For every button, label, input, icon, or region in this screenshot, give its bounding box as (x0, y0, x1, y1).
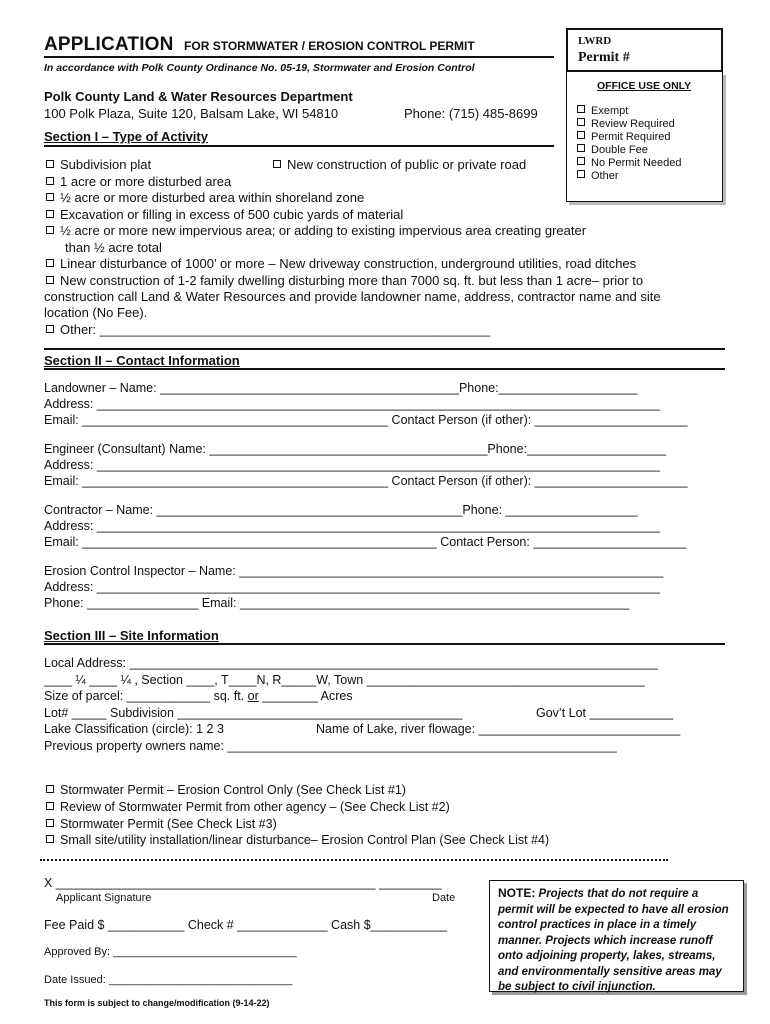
parcel-size-field[interactable]: Size of parcel: ____________ sq. ft. or ________ Acres (44, 689, 353, 703)
section-divider (44, 348, 725, 350)
checkbox-icon (577, 144, 585, 152)
checkbox-icon (577, 170, 585, 178)
checkbox-icon (577, 105, 585, 113)
section-3-heading: Section III – Site Information (44, 628, 219, 643)
checkbox-icon (273, 160, 281, 168)
office-use-box (566, 72, 723, 202)
title-subtitle: FOR STORMWATER / EROSION CONTROL PERMIT (184, 39, 475, 53)
checkbox-icon (46, 276, 54, 284)
option-public-road[interactable]: New construction of public or private road (273, 157, 526, 172)
landowner-address-field[interactable]: Address: _________________________________________________________________________________ (44, 397, 660, 411)
office-use-no-permit[interactable]: No Permit Needed (577, 157, 682, 169)
govt-lot-field[interactable]: Gov’t Lot ____________ (536, 706, 673, 720)
option-shoreland[interactable]: ½ acre or more disturbed area within shoreland zone (46, 190, 364, 205)
permit-option-2[interactable]: Review of Stormwater Permit from other agency – (See Check List #2) (46, 800, 450, 814)
section-1-rule (44, 145, 554, 147)
checkbox-icon (46, 177, 54, 185)
checkbox-icon (46, 819, 54, 827)
checkbox-icon (46, 835, 54, 843)
department-address: 100 Polk Plaza, Suite 120, Balsam Lake, WI 54810 (44, 106, 339, 121)
section-1-heading: Section I – Type of Activity (44, 129, 208, 144)
contractor-name-field[interactable]: Contractor – Name: ____________________________________________Phone: ___________________ (44, 503, 638, 517)
option-linear[interactable]: Linear disturbance of 1000’ or more – New driveway construction, underground utilities, road ditches (46, 256, 636, 271)
engineer-address-field[interactable]: Address: _________________________________________________________________________________ (44, 458, 660, 472)
checkbox-icon (46, 785, 54, 793)
option-subdivision-plat[interactable]: Subdivision plat (46, 157, 151, 172)
lake-classification-field[interactable]: Lake Classification (circle): 1 2 3 (44, 722, 224, 736)
office-use-exempt[interactable]: Exempt (577, 105, 628, 117)
form-revision-footer: This form is subject to change/modification (9-14-22) (44, 998, 270, 1008)
date-issued-field[interactable]: Date Issued: ______________________________ (44, 974, 293, 986)
previous-owner-field[interactable]: Previous property owners name: ________________________________________________________ (44, 739, 617, 753)
checkbox-icon (46, 160, 54, 168)
note-body: Projects that do not require a permit will be expected to have all erosion control practices in place in a timely manner. Projects which increase runoff onto adjoining property, lakes, streams, and environmentally sensitive areas may be subject to civil injunction. (498, 888, 729, 993)
inspector-name-field[interactable]: Erosion Control Inspector – Name: _____________________________________________________________ (44, 564, 664, 578)
checkbox-icon (46, 226, 54, 234)
checkbox-icon (46, 802, 54, 810)
title-rule (44, 56, 554, 58)
checkbox-icon (46, 325, 54, 333)
checkbox-icon (46, 210, 54, 218)
contractor-email-field[interactable]: Email: ___________________________________________________ Contact Person: ______________________ (44, 535, 687, 549)
option-impervious[interactable]: ½ acre or more new impervious area; or adding to existing impervious area creating greater (46, 223, 586, 238)
landowner-name-field[interactable]: Landowner – Name: ___________________________________________Phone:____________________ (44, 381, 638, 395)
engineer-name-field[interactable]: Engineer (Consultant) Name: ________________________________________Phone:____________________ (44, 442, 667, 456)
checkbox-icon (577, 131, 585, 139)
engineer-email-field[interactable]: Email: ____________________________________________ Contact Person (if other): ______________________ (44, 474, 688, 488)
checkbox-icon (577, 157, 585, 165)
legal-description-field[interactable]: ____ ¼ ____ ¼ , Section ____, T____N, R_____W, Town ________________________________________ (44, 673, 645, 687)
option-impervious-cont: than ½ acre total (65, 240, 162, 255)
permit-option-3[interactable]: Stormwater Permit (See Check List #3) (46, 817, 277, 831)
note-box (489, 880, 744, 992)
office-use-title: OFFICE USE ONLY (597, 80, 692, 92)
option-dwelling[interactable]: New construction of 1-2 family dwelling disturbing more than 7000 sq. ft. but less than 1 acre– prior to (46, 273, 643, 288)
department-phone: Phone: (715) 485-8699 (404, 106, 538, 121)
permit-number-box[interactable] (566, 28, 723, 72)
inspector-address-field[interactable]: Address: _________________________________________________________________________________ (44, 580, 660, 594)
office-use-review-required[interactable]: Review Required (577, 118, 675, 130)
option-other[interactable]: Other: ______________________________________________________ (46, 322, 490, 337)
inspector-phone-field[interactable]: Phone: ________________ Email: ________________________________________________________ (44, 596, 630, 610)
local-address-field[interactable]: Local Address: ____________________________________________________________________________ (44, 656, 658, 670)
agency-label: LWRD (578, 35, 612, 47)
fee-paid-field[interactable]: Fee Paid $ ___________ Check # _____________ Cash $___________ (44, 918, 448, 932)
note-lead: NOTE: (498, 886, 536, 900)
permit-number-label: Permit # (578, 50, 630, 65)
option-dwelling-cont-1: construction call Land & Water Resources and provide landowner name, address, contractor name and site (44, 289, 661, 304)
option-dwelling-cont-2: location (No Fee). (44, 305, 148, 320)
lake-name-field[interactable]: Name of Lake, river flowage: _____________________________ (316, 722, 681, 736)
permit-option-4[interactable]: Small site/utility installation/linear disturbance– Erosion Control Plan (See Check List #4) (46, 833, 549, 847)
approved-by-field[interactable]: Approved By: ______________________________ (44, 946, 297, 958)
landowner-email-field[interactable]: Email: ____________________________________________ Contact Person (if other): ______________________ (44, 413, 688, 427)
office-use-permit-required[interactable]: Permit Required (577, 131, 670, 143)
section-2-heading: Section II – Contact Information (44, 353, 240, 368)
dotted-separator (40, 859, 668, 863)
date-label: Date (432, 892, 456, 904)
option-one-acre[interactable]: 1 acre or more disturbed area (46, 174, 231, 189)
title-application: APPLICATION (44, 34, 174, 55)
department-name: Polk County Land & Water Resources Department (44, 89, 353, 104)
section-3-rule (44, 643, 725, 645)
section-2-rule (44, 368, 725, 370)
signature-line[interactable]: X ______________________________________________ _________ (44, 876, 442, 890)
checkbox-icon (577, 118, 585, 126)
ordinance-text: In accordance with Polk County Ordinance No. 05-19, Stormwater and Erosion Control (44, 62, 475, 74)
permit-option-1[interactable]: Stormwater Permit – Erosion Control Only (See Check List #1) (46, 783, 406, 797)
option-excavation[interactable]: Excavation or filling in excess of 500 cubic yards of material (46, 207, 403, 222)
checkbox-icon (46, 193, 54, 201)
lot-subdivision-field[interactable]: Lot# _____ Subdivision _________________________________________ (44, 706, 463, 720)
checkbox-icon (46, 259, 54, 267)
form-title (44, 34, 475, 56)
office-use-other[interactable]: Other (577, 170, 619, 182)
applicant-signature-label: Applicant Signature (56, 892, 152, 904)
office-use-double-fee[interactable]: Double Fee (577, 144, 648, 156)
contractor-address-field[interactable]: Address: _________________________________________________________________________________ (44, 519, 660, 533)
